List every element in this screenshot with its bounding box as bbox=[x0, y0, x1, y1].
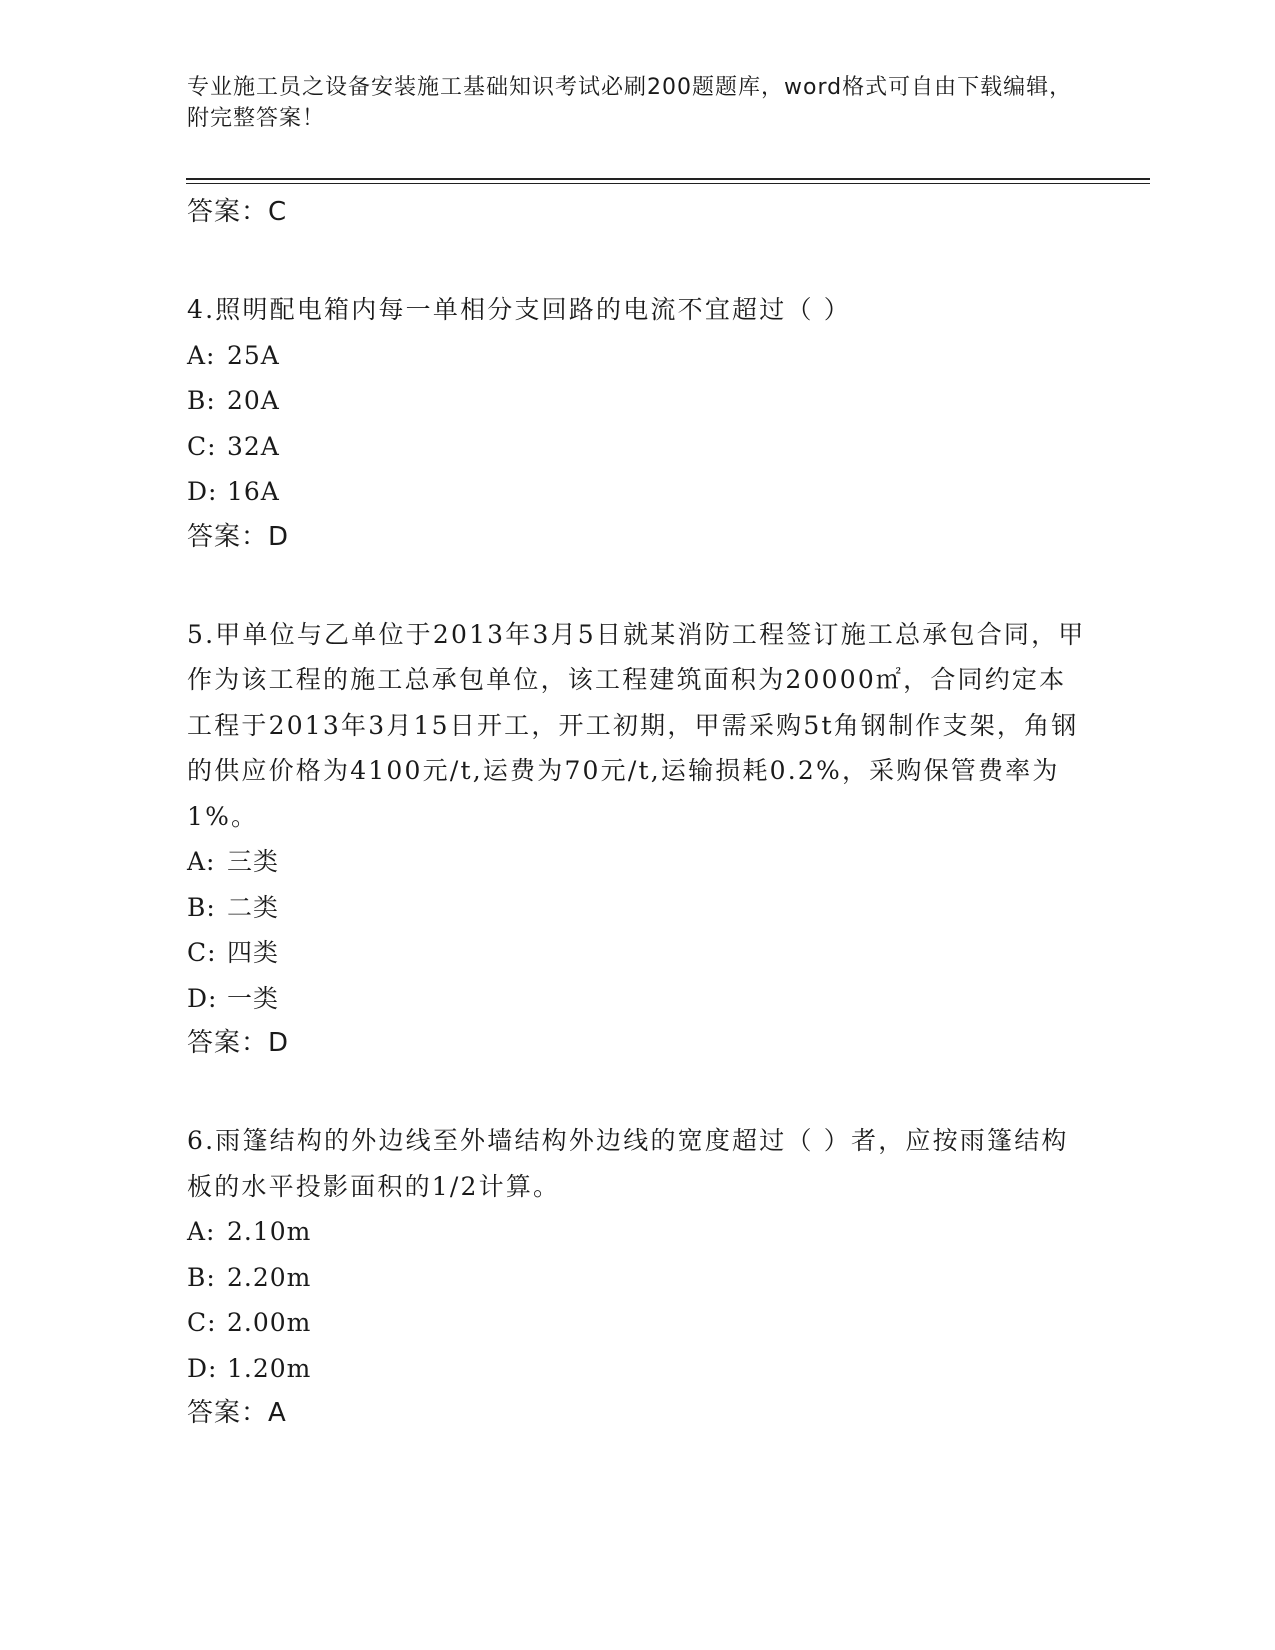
answer-line: 答案：D bbox=[187, 521, 290, 552]
option-key: A: bbox=[187, 1217, 216, 1246]
option-d bbox=[187, 976, 1087, 1022]
option-key: B: bbox=[187, 1262, 216, 1292]
option-a bbox=[187, 839, 1087, 885]
option-key: C: bbox=[187, 938, 217, 967]
option-key: D: bbox=[187, 1353, 218, 1383]
option-text: 20A bbox=[227, 386, 280, 415]
header-rule-thin bbox=[186, 183, 1150, 184]
option-text: 16A bbox=[227, 477, 280, 506]
question-stem: 6.雨篷结构的外边线至外墙结构外边线的宽度超过（ ）者，应按雨篷结构板的水平投影面积的1/2计算。 bbox=[187, 1126, 1069, 1201]
header-rule-thick bbox=[186, 178, 1150, 180]
option-a bbox=[187, 1209, 1087, 1255]
answer-line: 答案：C bbox=[187, 197, 288, 227]
option-key: D: bbox=[187, 477, 218, 506]
option-d bbox=[187, 1346, 1087, 1392]
option-text: 1.20m bbox=[227, 1353, 312, 1383]
option-b bbox=[187, 885, 1087, 931]
option-key: D: bbox=[187, 983, 218, 1013]
option-key: C: bbox=[187, 431, 217, 461]
option-key: B: bbox=[187, 386, 216, 415]
document-header bbox=[187, 72, 1087, 134]
header-text: 专业施工员之设备安装施工基础知识考试必刷200题题库，word格式可自由下载编辑，附完整答案！ bbox=[187, 75, 1073, 131]
option-text: 四类 bbox=[227, 938, 280, 967]
question-block bbox=[187, 612, 1087, 1067]
option-key: C: bbox=[187, 1308, 217, 1337]
question-stem: 5.甲单位与乙单位于2013年3月5日就某消防工程签订施工总承包合同，甲作为该工程的施工总承包单位，该工程建筑面积为20000㎡，合同约定本工程于2013年3月15日开工，开工初期，甲需采购5t角钢制作支架，角钢的供应价格为4100元/t,运费为70元/t,运输损耗0.2%，采购保管费率为1%。 bbox=[187, 619, 1086, 831]
question-block bbox=[187, 1118, 1087, 1436]
option-b bbox=[187, 1255, 1087, 1301]
question-block bbox=[187, 287, 1087, 560]
option-text: 二类 bbox=[227, 892, 280, 922]
option-text: 2.00m bbox=[227, 1308, 312, 1337]
option-text: 2.20m bbox=[227, 1262, 312, 1292]
option-text: 一类 bbox=[227, 983, 280, 1013]
option-a bbox=[187, 333, 1087, 379]
option-key: A: bbox=[187, 340, 216, 370]
option-c bbox=[187, 1300, 1087, 1346]
option-c bbox=[187, 424, 1087, 470]
option-key: B: bbox=[187, 892, 216, 922]
option-text: 32A bbox=[227, 431, 280, 461]
option-c bbox=[187, 930, 1087, 976]
option-b bbox=[187, 378, 1087, 424]
answer-line: 答案：A bbox=[187, 1398, 287, 1428]
option-d bbox=[187, 469, 1087, 515]
question-content bbox=[187, 190, 1087, 1436]
answer-line: 答案：D bbox=[187, 1028, 290, 1058]
option-text: 三类 bbox=[227, 847, 280, 876]
question-stem: 4.照明配电箱内每一单相分支回路的电流不宜超过（ ） bbox=[187, 295, 852, 324]
option-text: 25A bbox=[227, 340, 280, 370]
option-text: 2.10m bbox=[227, 1217, 312, 1246]
option-key: A: bbox=[187, 847, 216, 876]
